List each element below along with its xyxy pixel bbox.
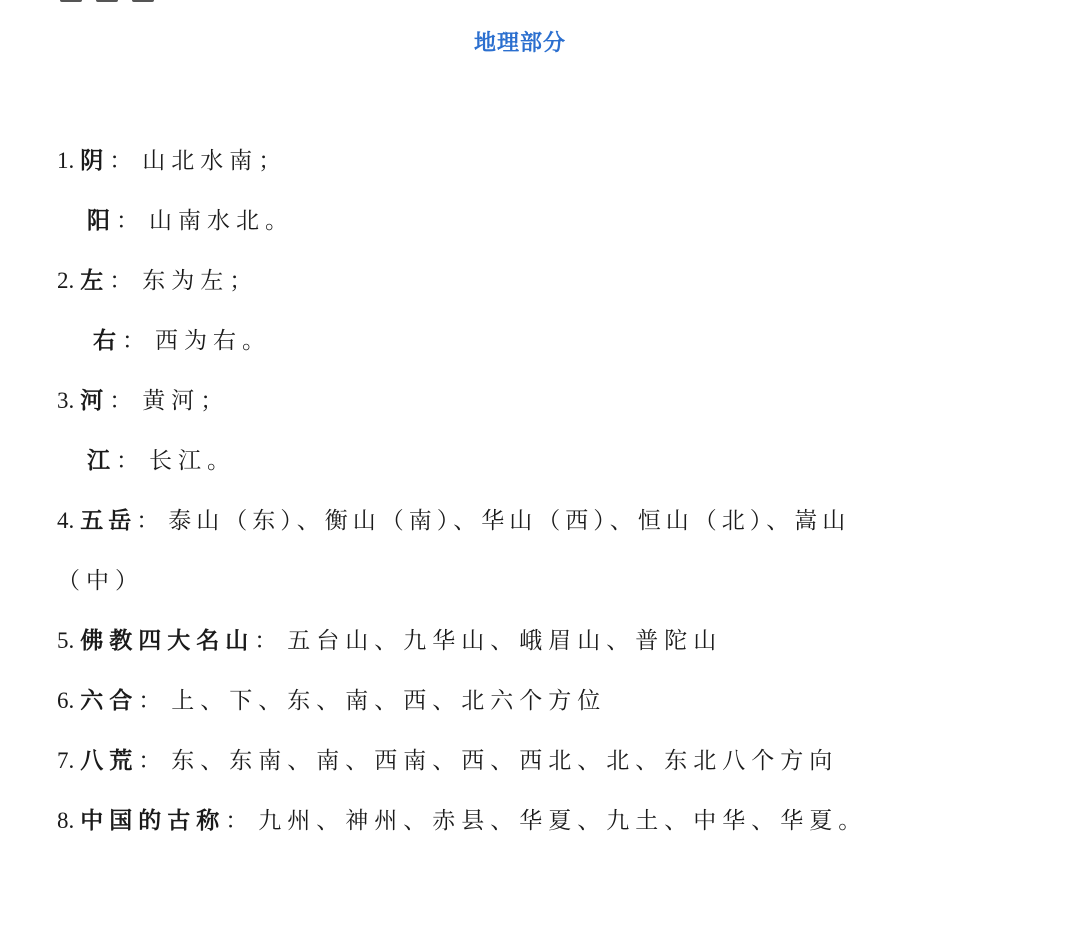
list-item	[57, 686, 606, 716]
item-number: 5.	[57, 628, 75, 653]
item-text: 山南水北。	[149, 208, 294, 234]
item-number: 3.	[57, 388, 75, 413]
item-text: 长江。	[149, 448, 236, 474]
list-item	[57, 266, 258, 296]
item-number: 8.	[57, 808, 75, 833]
item-colon: ：	[122, 328, 151, 354]
cropped-previous-text	[60, 0, 230, 4]
item-text: 九州、神州、赤县、华夏、九土、中华、华夏。	[258, 808, 868, 834]
list-item	[87, 206, 294, 236]
item-text: 西为右。	[155, 328, 271, 354]
list-item	[93, 326, 271, 356]
item-text: 上、下、东、南、西、北六个方位	[171, 688, 607, 714]
list-item	[57, 386, 229, 416]
section-title: 地理部分	[473, 31, 566, 56]
list-item	[57, 626, 722, 656]
list-item-continuation	[57, 566, 144, 596]
item-text: 黄河；	[142, 388, 230, 414]
item-text: 东为左；	[142, 268, 259, 294]
item-term: 佛教四大名山	[80, 627, 255, 654]
item-term: 江	[87, 447, 116, 474]
item-term: 五岳	[80, 507, 137, 534]
list-item	[57, 806, 867, 836]
item-number: 1.	[57, 148, 75, 173]
item-term: 河	[80, 387, 110, 414]
item-term: 左	[80, 267, 110, 294]
item-number: 2.	[57, 268, 75, 293]
item-colon: ：	[138, 748, 168, 774]
item-colon: ：	[109, 268, 139, 294]
item-colon: ：	[225, 808, 255, 834]
item-term: 阴	[80, 147, 110, 174]
item-number: 6.	[57, 688, 75, 713]
item-text: 泰山（东）、衡山（南）、华山（西）、恒山（北）、嵩山	[168, 508, 851, 534]
item-term: 阳	[87, 207, 116, 234]
item-term: 右	[93, 327, 122, 354]
item-text: 东、东南、南、西南、西、西北、北、东北八个方向	[171, 748, 839, 774]
item-text: 山北水南；	[142, 148, 288, 174]
list-item	[87, 446, 236, 476]
item-colon: ：	[138, 688, 168, 714]
item-colon: ：	[109, 148, 139, 174]
item-colon: ：	[254, 628, 284, 654]
item-number: 7.	[57, 748, 75, 773]
item-colon: ：	[116, 448, 145, 474]
item-text: （中）	[57, 568, 144, 594]
item-number: 4.	[57, 508, 75, 533]
list-item	[57, 746, 838, 776]
list-item	[57, 146, 287, 176]
item-colon: ：	[109, 388, 139, 414]
item-colon: ：	[136, 508, 165, 534]
item-term: 六合	[80, 687, 139, 714]
item-term: 中国的古称	[80, 807, 226, 834]
item-term: 八荒	[80, 747, 139, 774]
item-colon: ：	[116, 208, 145, 234]
list-item	[57, 506, 850, 536]
item-text: 五台山、九华山、峨眉山、普陀山	[287, 628, 723, 654]
